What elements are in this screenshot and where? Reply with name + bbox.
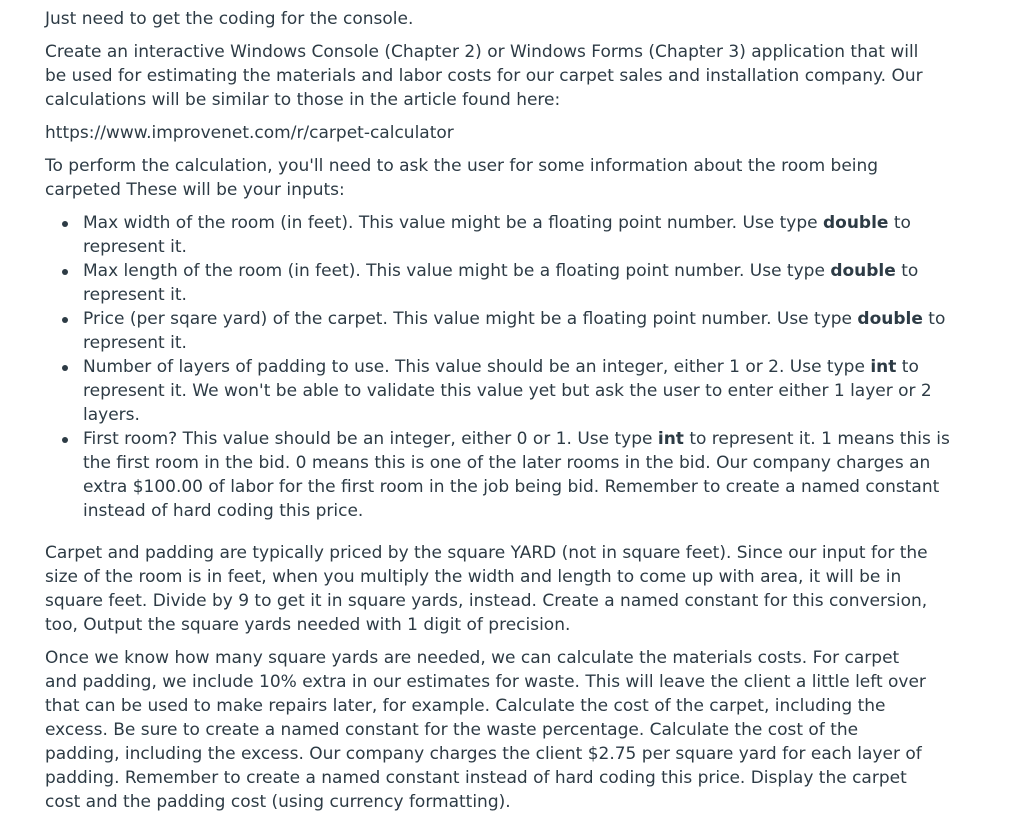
bullet-icon (62, 437, 68, 443)
square-yard-paragraph: Carpet and padding are typically priced by the square YARD (not in square feet). Since our input for the size of the room is in feet, when you multiply the width and length to come up with area, it will be in square feet. Divide by 9 to get it in square yards, instead. Create a named constant for this conversion, too, Output the square yards needed with 1 digit of precision. (45, 543, 928, 635)
assignment-paragraph: Create an interactive Windows Console (Chapter 2) or Windows Forms (Chapter 3) application that will be used for estimating the materials and labor costs for our carpet sales and installation company. Our calculations will be similar to those in the article found here: (45, 42, 923, 110)
type-keyword: double (857, 309, 923, 329)
intro-text: Just need to get the coding for the console. (45, 9, 414, 29)
materials-paragraph: Once we know how many square yards are needed, we can calculate the materials costs. For carpet and padding, we include 10% extra in our estimates for waste. This will leave the client a little left over that can be used to make repairs later, for example. Calculate the cost of the carpet, including the excess. Be sure to create a named constant for the waste percentage. Calculate the cost of the padding, including the excess. Our company charges the client $2.75 per square yard for each layer of padding. Remember to create a named constant instead of hard coding this price. Display the carpet cost and the padding cost (using currency formatting). (45, 648, 926, 812)
bullet-icon (62, 269, 68, 275)
document-body (45, 7, 975, 823)
type-keyword: double (822, 213, 889, 233)
list-item: Price (per sqare yard) of the carpet. This value might be a floating point number. Use type double to represent it. (83, 307, 975, 355)
type-keyword: int (657, 429, 684, 449)
reference-url: https://www.improvenet.com/r/carpet-calculator (45, 123, 454, 143)
list-item: Max length of the room (in feet). This value might be a floating point number. Use type double to represent it. (83, 259, 975, 307)
list-item: Number of layers of padding to use. This value should be an integer, either 1 or 2. Use type int to represent it. We won't be able to validate this value yet but ask the user to enter either 1 layer or 2 layers. (83, 355, 975, 427)
bullet-icon (62, 365, 68, 371)
list-item: First room? This value should be an integer, either 0 or 1. Use type int to represent it. 1 means this is the first room in the bid. 0 means this is one of the later rooms in the bid. Our company charges an extra $100.00 of labor for the first room in the job being bid. Remember to create a named constant instead of hard coding this price. (83, 427, 975, 523)
bullet-icon (62, 317, 68, 323)
bullet-icon (62, 221, 68, 227)
type-keyword: int (870, 357, 897, 377)
list-item: Max width of the room (in feet). This value might be a floating point number. Use type double to represent it. (83, 211, 975, 259)
inputs-list (45, 211, 975, 523)
inputs-intro-paragraph: To perform the calculation, you'll need to ask the user for some information about the room being carpeted These will be your inputs: (45, 156, 879, 200)
type-keyword: double (830, 261, 896, 281)
